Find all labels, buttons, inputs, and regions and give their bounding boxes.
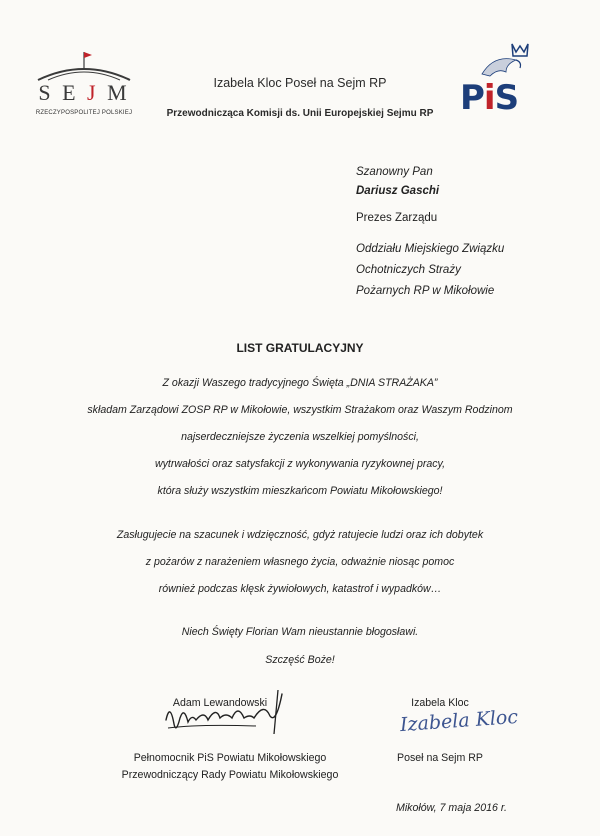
addressee-org-line3: Pożarnych RP w Mikołowie	[356, 285, 495, 297]
pis-logo-word: PiS	[460, 78, 519, 118]
paragraph1-line5: która służy wszystkim mieszkańcom Powiatu Mikołowskiego!	[157, 485, 443, 497]
paragraph2-line2: z pożarów z narażeniem własnego życia, odważnie niosąc pomoc	[145, 556, 455, 568]
paragraph1-line3: najserdeczniejsze życzenia wszelkiej pomyślności,	[181, 431, 419, 443]
paragraph2-line1: Zasługujecie na szacunek i wdzięczność, gdyż ratujecie ludzi oraz ich dobytek	[116, 529, 484, 541]
addressee-position: Prezes Zarządu	[356, 212, 438, 224]
paragraph1-line4: wytrwałości oraz satysfakcji z wykonywania ryzykownej pracy,	[154, 458, 446, 470]
pis-logo	[458, 40, 548, 120]
addressee-org-line1: Oddziału Miejskiego Związku	[356, 243, 505, 255]
addressee-salutation: Szanowny Pan	[356, 166, 433, 178]
sejm-logo-word: S E J M	[38, 80, 130, 105]
sender-name: Izabela Kloc Poseł na Sejm RP	[213, 76, 387, 90]
addressee-org-line2: Ochotniczych Straży	[356, 264, 461, 276]
right-signatory-name: Izabela Kloc	[411, 697, 469, 709]
sejm-logo-subtitle: RZECZYPOSPOLITEJ POLSKIEJ	[35, 110, 133, 116]
closing: Szczęść Boże!	[265, 654, 335, 666]
letter-title: LIST GRATULACYJNY	[236, 341, 364, 355]
left-signatory-role2: Przewodniczący Rady Powiatu Mikołowskiego	[121, 769, 339, 781]
addressee-name: Dariusz Gaschi	[356, 185, 440, 197]
eagle-crown-icon	[476, 40, 536, 80]
paragraph1-line1: Z okazji Waszego tradycyjnego Święta „DNIA STRAŻAKA”	[162, 377, 438, 389]
right-handwritten-signature: Izabela Kloc	[399, 705, 519, 737]
paragraph2-line3: również podczas klęsk żywiołowych, katastrof i wypadków…	[158, 583, 442, 595]
sejm-dome-icon	[34, 50, 134, 84]
left-signatory-role1: Pełnomocnik PiS Powiatu Mikołowskiego	[133, 752, 327, 764]
place-date: Mikołów, 7 maja 2016 r.	[396, 802, 507, 814]
blessing: Niech Święty Florian Wam nieustannie błogosławi.	[181, 626, 419, 638]
paragraph1-line2: składam Zarządowi ZOSP RP w Mikołowie, wszystkim Strażakom oraz Waszym Rodzinom	[87, 404, 513, 416]
left-signatory-name: Adam Lewandowski	[172, 697, 268, 709]
sejm-logo	[34, 50, 134, 130]
right-signatory-role: Poseł na Sejm RP	[397, 752, 483, 764]
left-handwritten-signature	[160, 684, 290, 740]
sender-role: Przewodnicząca Komisji ds. Unii Europejskiej Sejmu RP	[166, 108, 434, 119]
